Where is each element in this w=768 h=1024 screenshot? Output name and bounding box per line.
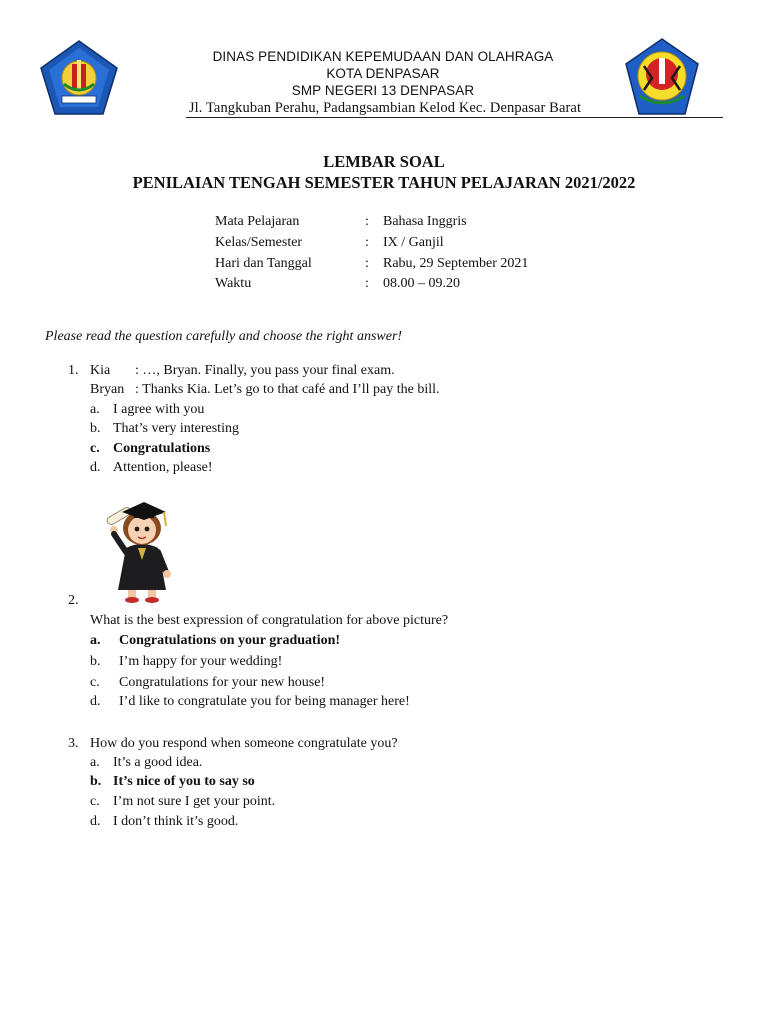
dialog-speaker: Bryan (90, 382, 125, 397)
question-number: 1. (68, 363, 79, 378)
option-text-correct: It’s nice of you to say so (113, 774, 255, 789)
option-text: It’s a good idea. (113, 755, 203, 770)
info-label: Hari dan Tanggal (215, 256, 312, 271)
question-prompt: How do you respond when someone congratulate you? (90, 736, 398, 751)
option-text-correct: Congratulations (113, 441, 211, 456)
info-label: Kelas/Semester (215, 235, 303, 250)
info-label: Waktu (215, 276, 252, 291)
info-sep: : (365, 214, 369, 229)
question-number: 2. (68, 593, 79, 608)
option-letter: d. (90, 814, 101, 829)
info-sep: : (365, 276, 369, 291)
option-text: I don’t think it’s good. (113, 814, 239, 829)
kota-denpasar-emblem-icon (38, 38, 120, 120)
header-school: SMP NEGERI 13 DENPASAR (291, 83, 475, 98)
header-address: Jl. Tangkuban Perahu, Padangsambian Kelod Kec. Denpasar Barat (188, 100, 582, 116)
header-agency: DINAS PENDIDIKAN KEPEMUDAAN DAN OLAHRAGA (212, 49, 554, 64)
option-letter: a. (90, 402, 100, 417)
doc-subtitle: PENILAIAN TENGAH SEMESTER TAHUN PELAJARAN 2021/2022 (132, 173, 636, 192)
info-value: Rabu, 29 September 2021 (383, 256, 529, 271)
info-label: Mata Pelajaran (215, 214, 300, 229)
header-divider (186, 117, 723, 118)
option-letter: a. (90, 633, 101, 648)
option-letter: b. (90, 774, 102, 789)
option-letter: c. (90, 794, 100, 809)
option-letter: d. (90, 460, 101, 475)
doc-title: LEMBAR SOAL (323, 152, 445, 171)
dialog-line: : …, Bryan. Finally, you pass your final exam. (135, 363, 395, 378)
option-text: I’d like to congratulate you for being manager here! (119, 694, 410, 709)
option-letter: b. (90, 654, 101, 669)
info-sep: : (365, 235, 369, 250)
option-letter: b. (90, 421, 101, 436)
option-text: I’m not sure I get your point. (113, 794, 276, 809)
graduate-girl-illustration-icon (92, 494, 192, 604)
info-value: 08.00 – 09.20 (383, 276, 460, 291)
dialog-speaker: Kia (90, 363, 111, 378)
option-text: I agree with you (113, 402, 205, 417)
option-text: I’m happy for your wedding! (119, 654, 283, 669)
option-text: That’s very interesting (113, 421, 239, 436)
info-value: Bahasa Inggris (383, 214, 467, 229)
question-prompt: What is the best expression of congratulation for above picture? (90, 613, 449, 628)
option-letter: d. (90, 694, 101, 709)
info-sep: : (365, 256, 369, 271)
option-letter: c. (90, 441, 100, 456)
option-text: Attention, please! (113, 460, 213, 475)
instruction-text: Please read the question carefully and choose the right answer! (45, 329, 403, 344)
option-letter: c. (90, 675, 100, 690)
option-text-correct: Congratulations on your graduation! (119, 633, 341, 648)
smpn13-denpasar-emblem-icon (622, 36, 702, 120)
dialog-line: : Thanks Kia. Let’s go to that café and I’ll pay the bill. (135, 382, 440, 397)
question-number: 3. (68, 736, 79, 751)
info-value: IX / Ganjil (383, 235, 444, 250)
header-city: KOTA DENPASAR (326, 66, 440, 81)
option-letter: a. (90, 755, 100, 770)
option-text: Congratulations for your new house! (119, 675, 326, 690)
